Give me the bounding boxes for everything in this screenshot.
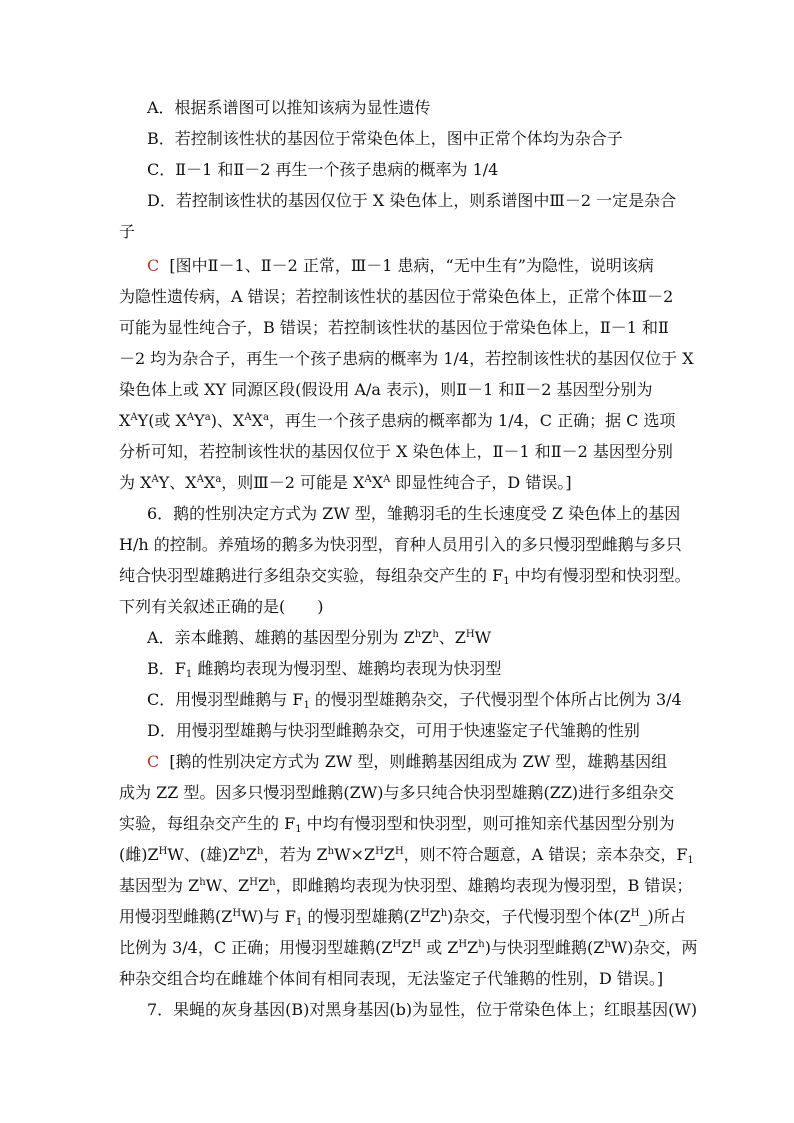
q6-stem-line-4: 下列有关叙述正确的是( ) <box>119 597 324 616</box>
q6-option-c: C．用慢羽型雌鹅与 $F_1$ 的慢羽型雄鹅杂交，子代慢羽型个体所占比例为 3/4 <box>147 690 682 711</box>
q6-explanation-line-4: (雌)$Z^HW$、(雄)$Z^hZ^h$，若为 $Z^hW\times Z^HZ^H$，则不符合题意，A 错误；亲本杂交，$F_1$ <box>119 845 694 866</box>
q5-option-b: B．若控制该性状的基因位于常染色体上，图中正常个体均为杂合子 <box>147 129 623 148</box>
q6-option-d: D．用慢羽型雄鹅与快羽型雌鹅杂交，可用于快速鉴定子代雏鹅的性别 <box>147 721 640 740</box>
q6-stem-line-1: 6．鹅的性别决定方式为 ZW 型，雏鹅羽毛的生长速度受 Z 染色体上的基因 <box>147 504 681 523</box>
q6-explanation-line-2: 成为 ZZ 型。因多只慢羽型雌鹅(ZW)与多只纯合快羽型雄鹅(ZZ)进行多组杂交 <box>119 783 675 802</box>
q5-explanation-line-8: 为 $X^AY$、$X^AX^a$，则Ⅲ－2 可能是 $X^AX^A$ 即显性纯合子，D 错误。] <box>119 473 572 492</box>
q6-option-a: A．亲本雌鹅、雄鹅的基因型分别为 $Z^hZ^h$、$Z^HW$ <box>147 628 492 647</box>
q5-answer-letter: C <box>147 256 160 275</box>
q5-explanation-line-4: －2 均为杂合子，再生一个孩子患病的概率为 1/4，若控制该性状的基因仅位于 X <box>119 349 694 368</box>
q6-stem-line-3: 纯合快羽型雄鹅进行多组杂交实验，每组杂交产生的 $F_1$ 中均有慢羽型和快羽型。 <box>119 566 691 587</box>
q6-explanation-line-5: 基因型为 $Z^hW$、$Z^HZ^h$，即雌鹅均表现为快羽型、雄鹅均表现为慢羽型，B 错误； <box>119 876 693 895</box>
q5-option-a: A．根据系谱图可以推知该病为显性遗传 <box>147 98 431 117</box>
q6-explanation-line-6: 用慢羽型雌鹅$(Z^HW)$与 $F_1$ 的慢羽型雄鹅$(Z^HZ^h)$杂交，子代慢羽型个体$(Z^H\_)$所占 <box>119 907 686 928</box>
q6-answer-line-1: C [鹅的性别决定方式为 ZW 型，则雌鹅基因组成为 ZW 型，雄鹅基因组 <box>147 752 668 771</box>
q6-answer-letter: C <box>147 752 160 771</box>
q6-explanation-line-8: 种杂交组合均在雌雄个体间有相同表现，无法鉴定子代雏鹅的性别，D 错误。] <box>119 969 664 988</box>
q5-answer-line-1: C [图中Ⅱ－1、Ⅱ－2 正常，Ⅲ－1 患病，“无中生有”为隐性，说明该病 <box>147 256 654 275</box>
q5-explanation-line-3: 可能为显性纯合子，B 错误；若控制该性状的基因位于常染色体上，Ⅱ－1 和Ⅱ <box>119 318 669 337</box>
q5-option-c: C．Ⅱ－1 和Ⅱ－2 再生一个孩子患病的概率为 1/4 <box>147 160 499 179</box>
q6-explanation-line-7: 比例为 3/4，C 正确；用慢羽型雄鹅($Z^HZ^H$ 或 $Z^HZ^h$)与快羽型雌鹅$(Z^hW)$杂交，两 <box>119 938 698 957</box>
q5-explanation-line-5: 染色体上或 XY 同源区段(假设用 A/a 表示)，则Ⅱ－1 和Ⅱ－2 基因型分别为 <box>119 380 653 399</box>
q7-stem-line-1: 7．果蝇的灰身基因(B)对黑身基因(b)为显性，位于常染色体上；红眼基因(W) <box>147 1000 698 1019</box>
q6-explanation-line-3: 实验，每组杂交产生的 $F_1$ 中均有慢羽型和快羽型，则可推知亲代基因型分别为 <box>119 814 675 835</box>
q5-option-d-continued: 子 <box>119 222 136 241</box>
q6-option-b: B．$F_1$ 雌鹅均表现为慢羽型、雄鹅均表现为快羽型 <box>147 659 502 680</box>
q6-stem-line-2: H/h 的控制。养殖场的鹅多为快羽型，育种人员用引入的多只慢羽型雌鹅与多只 <box>119 535 682 554</box>
q5-explanation-line-7: 分析可知，若控制该性状的基因仅位于 X 染色体上，Ⅱ－1 和Ⅱ－2 基因型分别 <box>119 442 673 461</box>
q5-option-d: D．若控制该性状的基因仅位于 X 染色体上，则系谱图中Ⅲ－2 一定是杂合 <box>147 191 677 210</box>
q5-explanation-line-6: $X^AY$(或 $X^AY^a$)、$X^AX^a$，再生一个孩子患病的概率都为 1/4，C 正确；据 C 选项 <box>119 411 676 430</box>
q5-explanation-line-2: 为隐性遗传病，A 错误；若控制该性状的基因位于常染色体上，正常个体Ⅲ－2 <box>119 287 674 306</box>
